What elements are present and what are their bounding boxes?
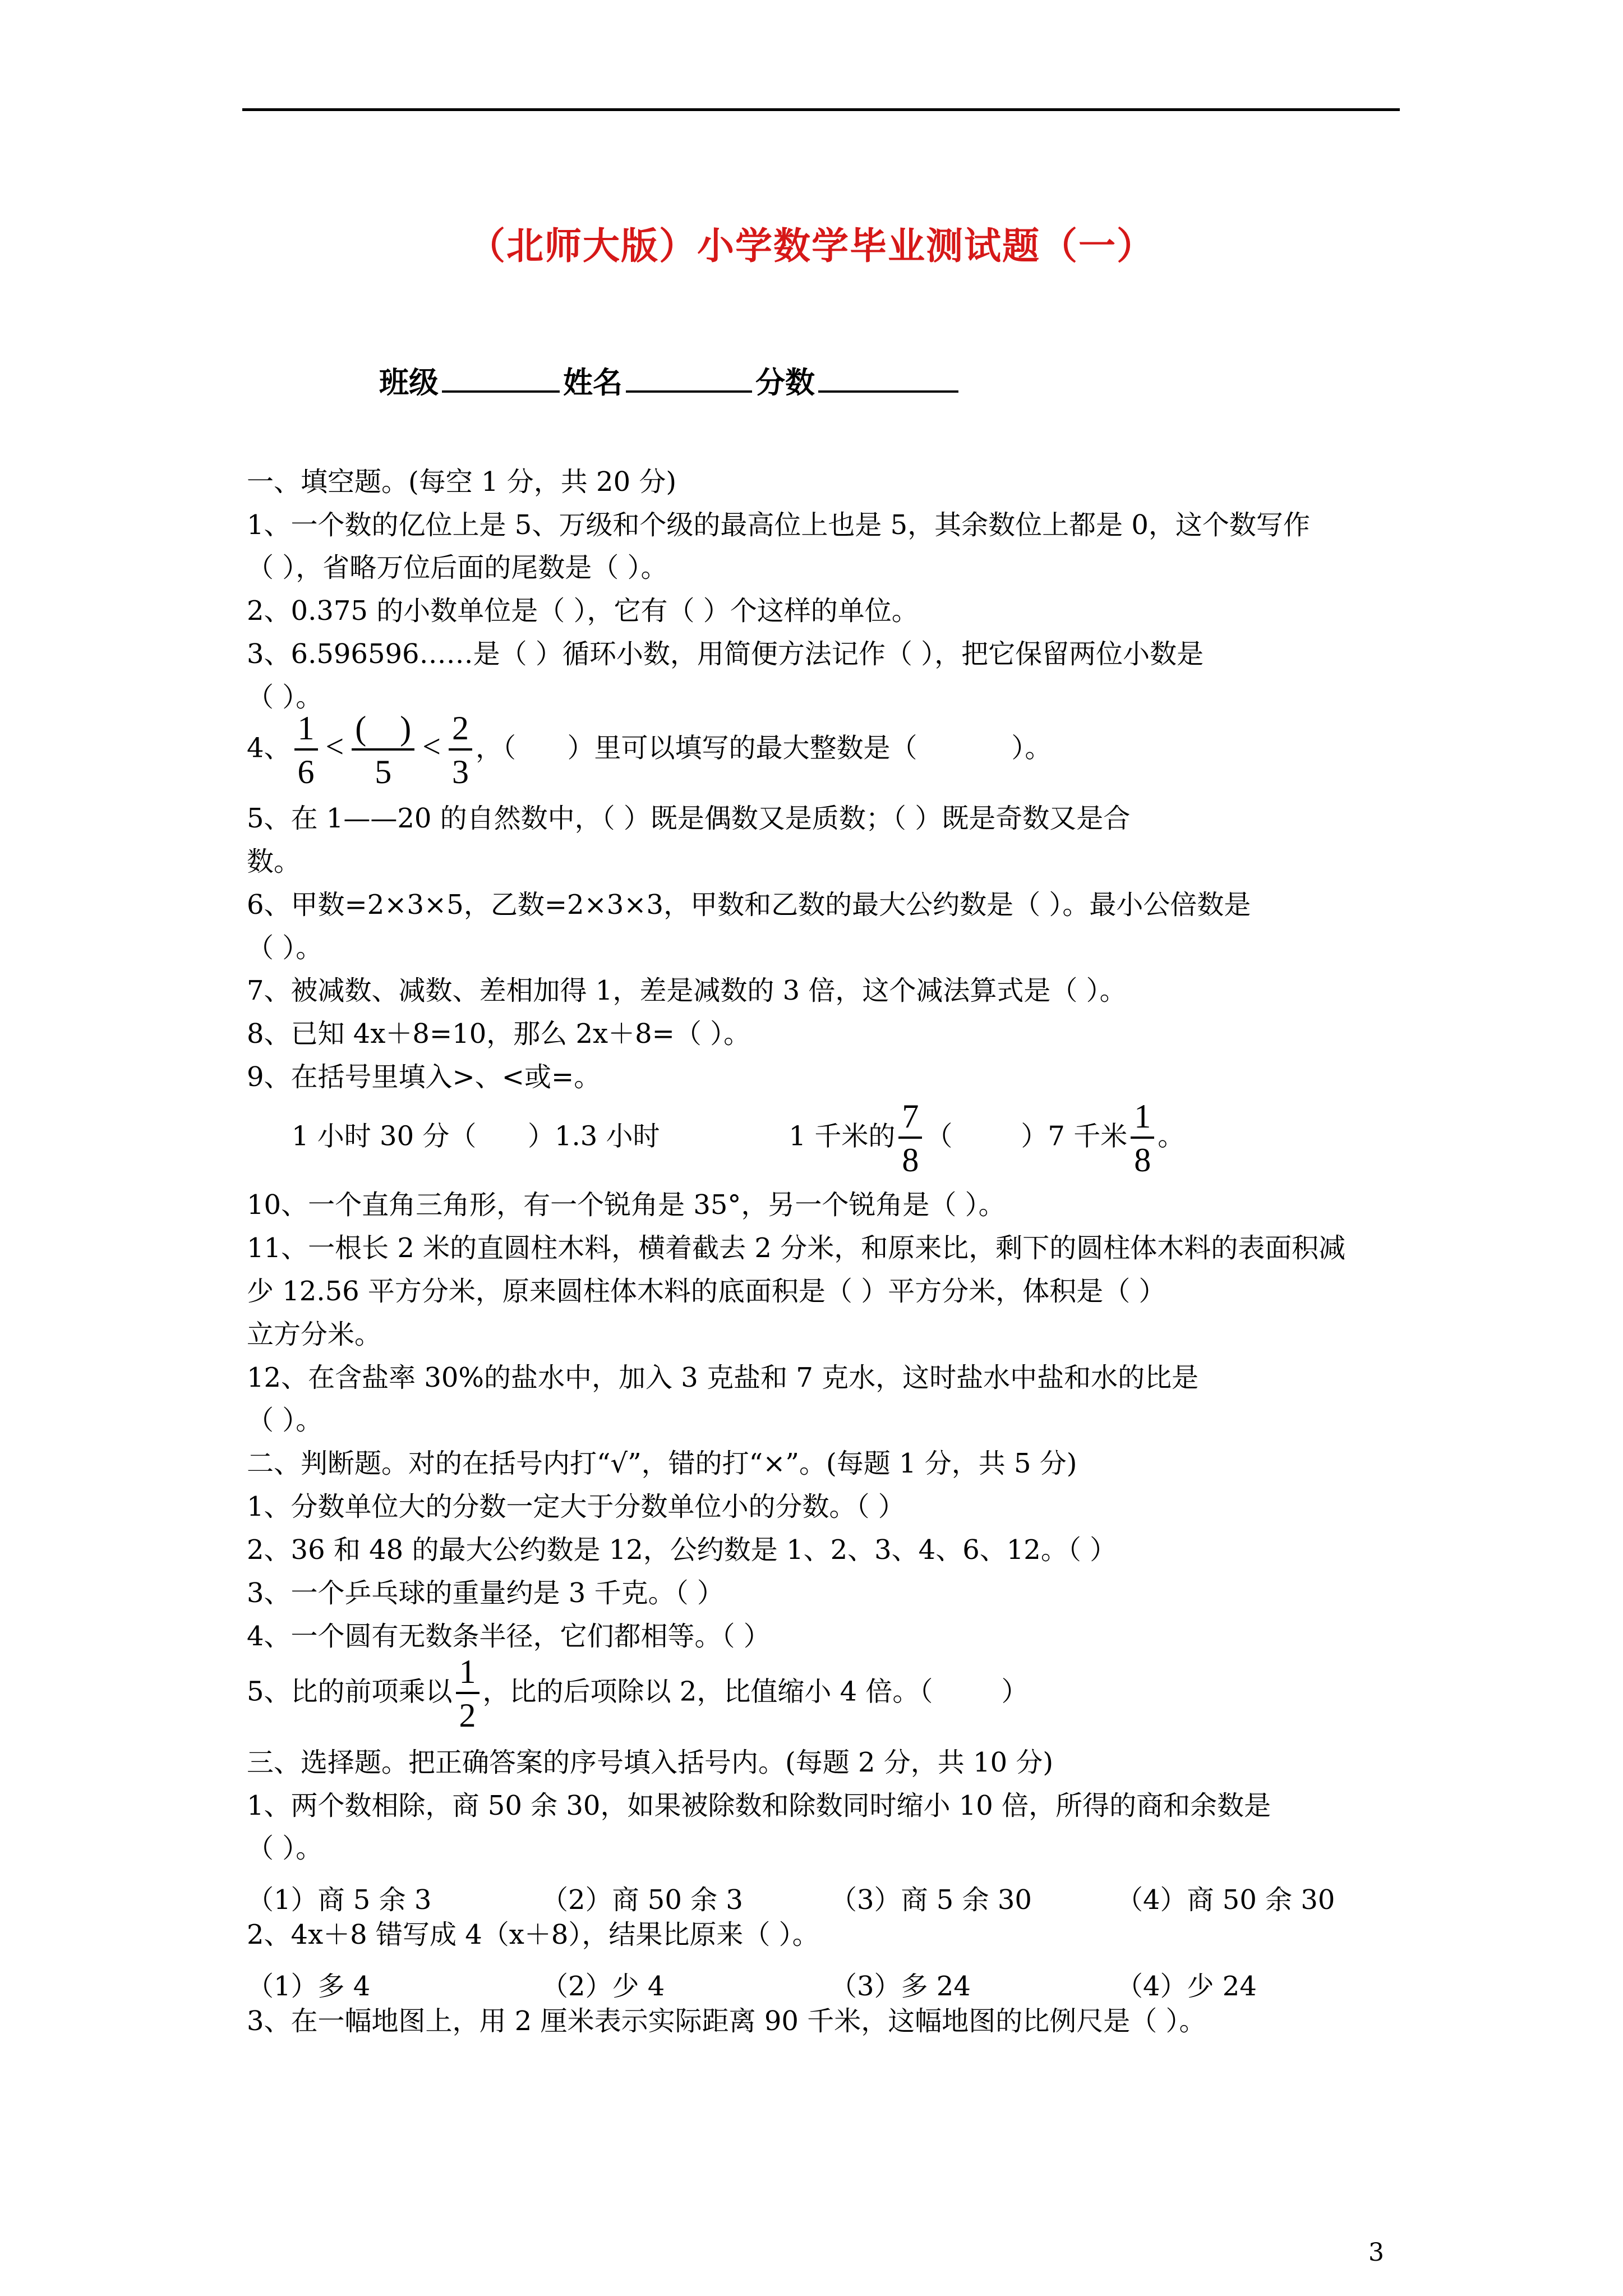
choice-1-option-2: （2）商 50 余 3 <box>541 1884 743 1916</box>
q4-prefix: 4、 <box>247 732 291 764</box>
q12-line-1: 12、在含盐率 30%的盐水中，加入 3 克盐和 7 克水，这时盐水中盐和水的比是 <box>247 1362 1199 1393</box>
judge-4: 4、一个圆有无数条半径，它们都相等。（ ） <box>247 1621 771 1652</box>
judge-1: 1、分数单位大的分数一定大于分数单位小的分数。（ ） <box>247 1491 905 1522</box>
judge-2: 2、36 和 48 的最大公约数是 12，公约数是 1、2、3、4、6、12。（ ） <box>247 1534 1117 1566</box>
fraction-1-2: $\frac{1}{2}$ <box>456 1655 479 1732</box>
q2-line: 2、0.375 的小数单位是（ ），它有（ ）个这样的单位。 <box>247 595 919 627</box>
q11-line-3: 立方分米。 <box>247 1319 382 1350</box>
fraction-2-3: $\frac{2}{3}$ <box>449 711 472 789</box>
section-3-heading: 三、选择题。把正确答案的序号填入括号内。(每题 2 分，共 10 分) <box>247 1747 1054 1778</box>
fraction-1-6: $\frac{1}{6}$ <box>294 711 318 789</box>
judge-3: 3、一个乒乓球的重量约是 3 千克。（ ） <box>247 1577 724 1609</box>
score-label: 分数 <box>755 365 815 400</box>
fraction-1-8: $\frac{1}{8}$ <box>1131 1099 1154 1177</box>
q9-compare-a: 1 小时 30 分（ ）1.3 小时 <box>292 1120 660 1152</box>
name-blank[interactable] <box>626 362 752 393</box>
q3-line-2: （ ）。 <box>247 682 323 713</box>
q6-line-1: 6、甲数=2×3×5，乙数=2×3×3，甲数和乙数的最大公约数是（ ）。最小公倍数是 <box>247 889 1251 921</box>
q11-line-1: 11、一根长 2 米的直圆柱木料，横着截去 2 分米，和原来比，剩下的圆柱体木料的表面积减 <box>247 1232 1346 1264</box>
fraction-7-8: $\frac{7}{8}$ <box>898 1099 922 1177</box>
q6-line-2: （ ）。 <box>247 932 323 964</box>
choice-2-option-3: （3）多 24 <box>830 1971 971 2002</box>
q4-line <box>247 711 1052 789</box>
q8-line: 8、已知 4x＋8=10，那么 2x＋8=（ ）。 <box>247 1018 751 1050</box>
header-rule <box>242 108 1400 111</box>
class-label: 班级 <box>379 365 439 400</box>
q1-line-2: （ ），省略万位后面的尾数是（ ）。 <box>247 552 668 583</box>
q3-line-1: 3、6.596596……是（ ）循环小数，用简便方法记作（ ），把它保留两位小数是 <box>247 638 1204 670</box>
section-1-heading: 一、填空题。(每空 1 分，共 20 分) <box>247 466 677 498</box>
choice-1-option-4: （4）商 50 余 30 <box>1116 1884 1335 1916</box>
q9-compare-line <box>292 1099 1184 1177</box>
q11-line-2: 少 12.56 平方分米，原来圆柱体木料的底面积是（ ）平方分米，体积是（ ） <box>247 1276 1166 1307</box>
judge-5-a: 5、比的前项乘以 <box>247 1676 453 1708</box>
q9-compare-c: （ ）7 千米 <box>925 1120 1128 1152</box>
q9-compare-d: 。 <box>1158 1120 1185 1152</box>
judge-5-b: ，比的后项除以 2，比值缩小 4 倍。（ ） <box>482 1676 1029 1708</box>
q7-line: 7、被减数、减数、差相加得 1，差是减数的 3 倍，这个减法算式是（ ）。 <box>247 975 1127 1006</box>
score-blank[interactable] <box>818 362 958 393</box>
choice-2-option-1: （1）多 4 <box>247 1971 371 2002</box>
q9-compare-b: 1 千米的 <box>789 1120 896 1152</box>
student-info-line <box>379 359 962 402</box>
fraction-blank-5: $\frac{( )}{5}$ <box>352 711 414 789</box>
less-than-sign: < <box>325 728 344 765</box>
less-than-sign: < <box>422 728 441 765</box>
page-number: 3 <box>1368 2238 1384 2267</box>
choice-3-line: 3、在一幅地图上，用 2 厘米表示实际距离 90 千米，这幅地图的比例尺是（ ）。 <box>247 2005 1206 2037</box>
q4-suffix: ，（ ）里可以填写的最大整数是（ ）。 <box>475 732 1052 764</box>
choice-2-option-4: （4）少 24 <box>1116 1971 1257 2002</box>
class-blank[interactable] <box>442 362 560 393</box>
q5-line-2: 数。 <box>247 846 301 877</box>
q12-line-2: （ ）。 <box>247 1405 323 1436</box>
name-label: 姓名 <box>563 365 623 400</box>
choice-2-line: 2、4x＋8 错写成 4（x＋8），结果比原来（ ）。 <box>247 1919 819 1950</box>
choice-1-option-3: （3）商 5 余 30 <box>830 1884 1032 1916</box>
choice-1-option-1: （1）商 5 余 3 <box>247 1884 432 1916</box>
q1-line-1: 1、一个数的亿位上是 5、万级和个级的最高位上也是 5，其余数位上都是 0，这个数写作 <box>247 509 1310 541</box>
section-2-heading: 二、判断题。对的在括号内打“√”，错的打“×”。(每题 1 分，共 5 分) <box>247 1448 1077 1479</box>
choice-1-line-1: 1、两个数相除，商 50 余 30，如果被除数和除数同时缩小 10 倍，所得的商和余数是 <box>247 1790 1271 1821</box>
choice-2-option-2: （2）少 4 <box>541 1971 665 2002</box>
q9-line: 9、在括号里填入>、<或=。 <box>247 1061 601 1093</box>
choice-1-line-2: （ ）。 <box>247 1833 323 1864</box>
q5-line-1: 5、在 1——20 的自然数中，（ ）既是偶数又是质数；（ ）既是奇数又是合 <box>247 803 1131 834</box>
page-title: （北师大版）小学数学毕业测试题（一） <box>468 224 1155 268</box>
q10-line: 10、一个直角三角形，有一个锐角是 35°，另一个锐角是（ ）。 <box>247 1189 1006 1221</box>
judge-5 <box>247 1655 1028 1732</box>
